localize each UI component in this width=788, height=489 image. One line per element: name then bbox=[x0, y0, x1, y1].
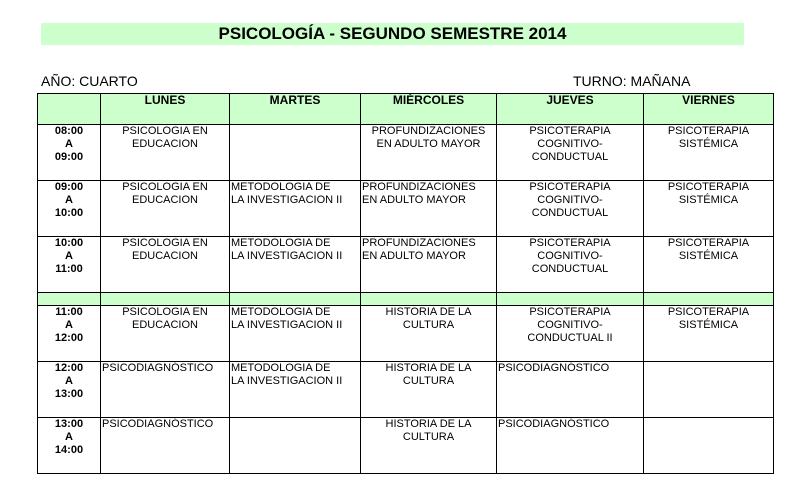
break-cell bbox=[361, 293, 497, 306]
table-row bbox=[38, 362, 774, 418]
class-cell-lunes bbox=[101, 125, 230, 181]
day-header-jueves: JUEVES bbox=[497, 94, 644, 125]
class-cell-viernes bbox=[644, 418, 774, 474]
time-slot-cell bbox=[38, 418, 101, 474]
course-name-text: PSICOTERAPIA bbox=[529, 125, 611, 137]
table-row bbox=[38, 306, 774, 362]
time-slot-text: 09:00 bbox=[54, 151, 84, 163]
course-name-text: EDUCACION bbox=[131, 319, 198, 331]
time-slot-text: 12:00 bbox=[54, 332, 84, 344]
course-name-text: PSICOTERAPIA bbox=[667, 237, 750, 249]
course-name-text: METODOLOGIA DE bbox=[231, 237, 331, 249]
shift-label: TURNO: MAÑANA bbox=[573, 73, 691, 89]
class-cell-miercoles bbox=[361, 125, 497, 181]
course-name-text: LA INVESTIGACION II bbox=[231, 319, 343, 331]
course-name-text: EDUCACION bbox=[131, 194, 198, 206]
time-slot-text: 12:00 bbox=[54, 362, 84, 374]
break-cell bbox=[101, 293, 230, 306]
time-slot-text: 09:00 bbox=[54, 181, 84, 193]
course-name-text: PSICODIAGNÓSTICO bbox=[102, 418, 214, 430]
time-slot-text: A bbox=[65, 250, 73, 262]
class-cell-martes bbox=[230, 181, 361, 237]
day-header-martes: MARTES bbox=[230, 94, 361, 125]
course-name-text: PSICOTERAPIA bbox=[667, 306, 750, 318]
table-row bbox=[38, 125, 774, 181]
class-cell-viernes bbox=[644, 181, 774, 237]
course-name-text: PROFUNDIZACIONES bbox=[362, 181, 476, 193]
class-cell-lunes bbox=[101, 237, 230, 293]
course-name-text: HISTORIA DE LA bbox=[385, 306, 472, 318]
course-name-text: EN ADULTO MAYOR bbox=[362, 194, 466, 206]
course-name-text: EN ADULTO MAYOR bbox=[362, 250, 466, 262]
course-name-text: PROFUNDIZACIONES bbox=[371, 125, 486, 137]
course-name-text: CULTURA bbox=[402, 375, 455, 387]
course-name-text: LA INVESTIGACION II bbox=[231, 375, 343, 387]
time-slot-text: 08:00 bbox=[54, 125, 84, 137]
class-cell-miercoles bbox=[361, 418, 497, 474]
day-header-lunes: LUNES bbox=[101, 94, 230, 125]
course-name-text: CULTURA bbox=[402, 319, 455, 331]
class-cell-miercoles bbox=[361, 362, 497, 418]
course-name-text: PSICOLOGIA EN bbox=[122, 181, 208, 193]
course-name-text: METODOLOGIA DE bbox=[231, 181, 331, 193]
class-cell-jueves bbox=[497, 181, 644, 237]
time-slot-text: A bbox=[65, 138, 73, 150]
time-slot-text: A bbox=[65, 375, 73, 387]
header-row bbox=[38, 94, 774, 125]
time-slot-text: 10:00 bbox=[54, 207, 84, 219]
course-name-text: PSICOTERAPIA bbox=[529, 306, 611, 318]
class-cell-lunes bbox=[101, 181, 230, 237]
course-name-text: METODOLOGIA DE bbox=[231, 306, 331, 318]
course-name-text: PSICOTERAPIA bbox=[667, 181, 750, 193]
course-name-text: PSICOLOGIA EN bbox=[122, 306, 208, 318]
course-name-text: COGNITIVO- bbox=[537, 194, 603, 206]
course-name-text: SISTÉMICA bbox=[678, 250, 739, 262]
class-cell-jueves bbox=[497, 237, 644, 293]
class-cell-martes bbox=[230, 125, 361, 181]
course-name-text: CONDUCTUAL bbox=[531, 263, 609, 275]
time-slot-cell bbox=[38, 237, 101, 293]
course-name-text: COGNITIVO- bbox=[537, 250, 603, 262]
year-label: AÑO: CUARTO bbox=[41, 73, 138, 89]
course-name-text: PSICOTERAPIA bbox=[529, 181, 611, 193]
time-slot-text: 13:00 bbox=[54, 418, 84, 430]
class-cell-jueves bbox=[497, 362, 644, 418]
time-slot-cell bbox=[38, 125, 101, 181]
course-name-text: PSICOTERAPIA bbox=[529, 237, 611, 249]
course-name-text: CONDUCTUAL bbox=[531, 207, 609, 219]
day-header-miercoles: MIÉRCOLES bbox=[361, 94, 497, 125]
schedule-table bbox=[37, 93, 774, 474]
course-name-text: PSICODIAGNÓSTICO bbox=[102, 362, 214, 374]
time-slot-text: A bbox=[65, 431, 73, 443]
course-name-text: HISTORIA DE LA bbox=[385, 418, 472, 430]
course-name-text: METODOLOGIA DE bbox=[231, 362, 331, 374]
table-row bbox=[38, 418, 774, 474]
course-name-text: CONDUCTUAL bbox=[531, 151, 609, 163]
course-name-text: PSICOTERAPIA bbox=[667, 125, 750, 137]
class-cell-lunes bbox=[101, 306, 230, 362]
time-slot-text: 13:00 bbox=[54, 388, 84, 400]
time-slot-text: A bbox=[65, 194, 73, 206]
time-slot-cell bbox=[38, 306, 101, 362]
time-slot-text: 11:00 bbox=[55, 263, 83, 275]
course-name-text: SISTÉMICA bbox=[678, 319, 739, 331]
course-name-text: CULTURA bbox=[402, 431, 455, 443]
class-cell-jueves bbox=[497, 125, 644, 181]
course-name-text: COGNITIVO- bbox=[537, 138, 603, 150]
corner-cell bbox=[38, 94, 101, 125]
page-title: PSICOLOGÍA - SEGUNDO SEMESTRE 2014 bbox=[41, 23, 744, 45]
class-cell-lunes bbox=[101, 362, 230, 418]
time-slot-text: 14:00 bbox=[54, 444, 84, 456]
time-slot-text: 11:00 bbox=[55, 306, 83, 318]
break-cell bbox=[230, 293, 361, 306]
class-cell-miercoles bbox=[361, 181, 497, 237]
class-cell-viernes bbox=[644, 125, 774, 181]
class-cell-martes bbox=[230, 418, 361, 474]
break-cell bbox=[644, 293, 774, 306]
course-name-text: HISTORIA DE LA bbox=[385, 362, 472, 374]
class-cell-miercoles bbox=[361, 237, 497, 293]
time-slot-text: A bbox=[65, 319, 73, 331]
table-row bbox=[38, 237, 774, 293]
course-name-text: PSICODIAGNÓSTICO bbox=[498, 362, 610, 374]
course-name-text: EDUCACION bbox=[131, 250, 198, 262]
class-cell-martes bbox=[230, 237, 361, 293]
class-cell-lunes bbox=[101, 418, 230, 474]
break-row bbox=[38, 293, 774, 306]
course-name-text: PSICOLOGIA EN bbox=[122, 237, 208, 249]
class-cell-miercoles bbox=[361, 306, 497, 362]
class-cell-viernes bbox=[644, 362, 774, 418]
course-name-text: EN ADULTO MAYOR bbox=[376, 138, 481, 150]
course-name-text: PROFUNDIZACIONES bbox=[362, 237, 476, 249]
course-name-text: EDUCACION bbox=[131, 138, 198, 150]
course-name-text: LA INVESTIGACION II bbox=[231, 194, 343, 206]
class-cell-viernes bbox=[644, 237, 774, 293]
schedule-body bbox=[38, 125, 774, 474]
table-row bbox=[38, 181, 774, 237]
course-name-text: CONDUCTUAL II bbox=[527, 332, 613, 344]
day-header-viernes: VIERNES bbox=[644, 94, 774, 125]
course-name-text: LA INVESTIGACION II bbox=[231, 250, 343, 262]
time-slot-cell bbox=[38, 181, 101, 237]
class-cell-martes bbox=[230, 306, 361, 362]
course-name-text: SISTÉMICA bbox=[678, 194, 739, 206]
class-cell-jueves bbox=[497, 418, 644, 474]
break-cell bbox=[497, 293, 644, 306]
course-name-text: SISTÉMICA bbox=[678, 138, 739, 150]
break-cell bbox=[38, 293, 101, 306]
time-slot-text: 10:00 bbox=[54, 237, 84, 249]
course-name-text: PSICOLOGIA EN bbox=[122, 125, 208, 137]
course-name-text: PSICODIAGNÓSTICO bbox=[498, 418, 610, 430]
course-name-text: COGNITIVO- bbox=[537, 319, 603, 331]
class-cell-viernes bbox=[644, 306, 774, 362]
class-cell-martes bbox=[230, 362, 361, 418]
class-cell-jueves bbox=[497, 306, 644, 362]
time-slot-cell bbox=[38, 362, 101, 418]
